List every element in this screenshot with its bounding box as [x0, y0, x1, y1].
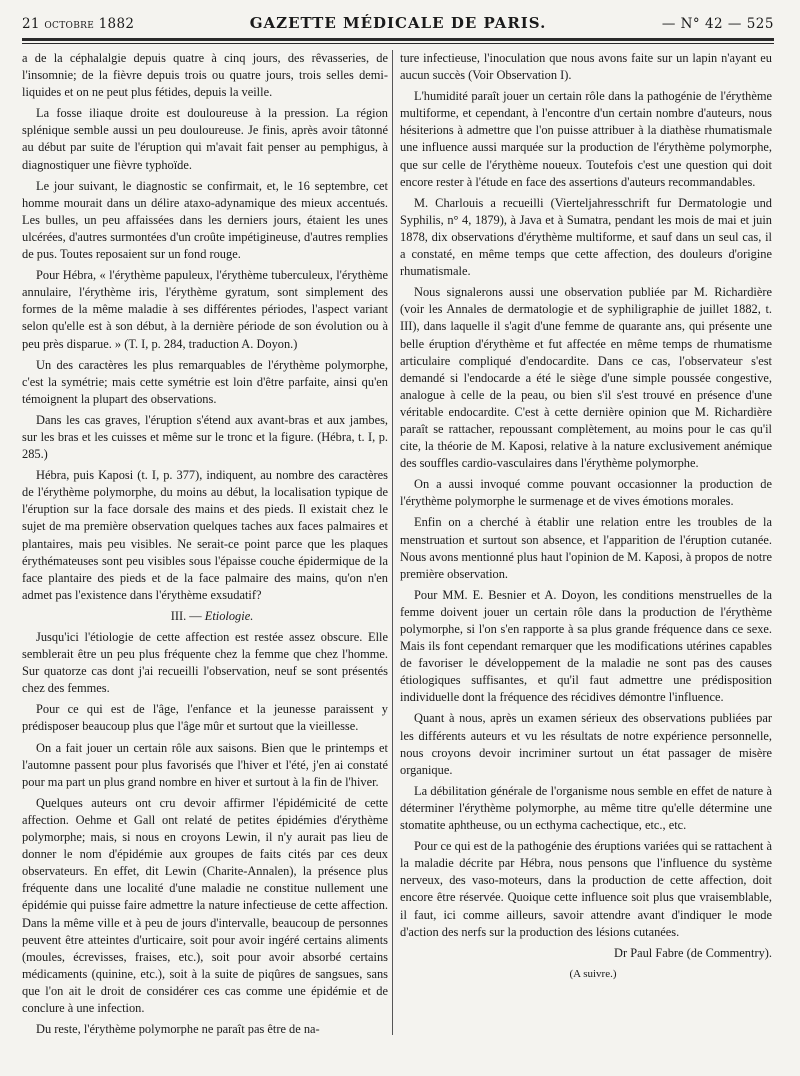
paragraph: L'humidité paraît jouer un certain rôle dans la pathogénie de l'érythème multiforme, et cependant, à l'encontre d'un certain nombre d'auteurs, nous hésiterions à admettre que l'on puisse attribuer à la diathèse rhumatismale une influence aussi marquée sur la production de l'érythème polymorphe, que sur celle de l'érythème noueux. Toutefois c'est une question qui doit encore rester à l'étude en face des assertions d'auteurs recommandables. — [400, 89, 772, 189]
page-number: — N° 42 — 525 — [661, 16, 774, 32]
paragraph: Du reste, l'érythème polymorphe ne paraît pas être de na- — [36, 1022, 320, 1037]
section-heading — [22, 608, 388, 625]
journal-title: GAZETTE MÉDICALE DE PARIS. — [249, 14, 547, 32]
paragraph: Jusqu'ici l'étiologie de cette affection est restée assez obscure. Elle semblerait être un peu plus fréquente chez la femme que chez l'homme. Sur quatorze cas dont j'ai recueilli l'observation, neuf se sont présentés chez des femmes. — [22, 630, 388, 696]
paragraph: On a aussi invoqué comme pouvant occasionner la production de l'érythème polymorphe le surmenage et de vives émotions morales. — [400, 477, 772, 509]
paragraph: Un des caractères les plus remarquables de l'érythème polymorphe, c'est la symétrie; mais cette symétrie est loin d'être parfaite, ainsi qu'en témoignent la plupart des observations. — [22, 357, 388, 406]
section-number: III. — — [170, 608, 202, 623]
header-date: 21 octobre 1882 — [22, 16, 135, 32]
paragraph: ture infectieuse, l'inoculation que nous avons faite sur un lapin n'ayant eu aucun succès (Voir Observation I). — [400, 51, 772, 83]
author-signature: Dr Paul Fabre (de Commentry). — [614, 945, 772, 960]
paragraph: Pour ce qui est de la pathogénie des éruptions variées qui se rattachent à la maladie décrite par Hébra, nous pensons que l'influence du système nerveux, des vaso-moteurs, dans la production de cette affection, doit encore être réservée. Quoique cette influence soit plus que vraisemblable, il faut, ici comme ailleurs, savoir attendre avant d'indiquer le mode d'action des nerfs sur la production des lésions cutanées. — [400, 839, 772, 939]
paragraph: Hébra, puis Kaposi (t. I, p. 377), indiquent, au nombre des caractères de l'érythème polymorphe, du moins au début, la localisation typique de l'éruption sur la face dorsale des mains et des pieds. Il existait chez le sujet de ma première observation quelques taches aux faces palmaires et plantaires, mais peu visibles. Ne serait-ce point parce que les plaques érythémateuses sont peu visibles sous l'épaisse couche épidermique de la face plantaire des pieds et de la face palmaire des mains, qu'on n'en admet pas l'existence dans l'érythème exsudatif? — [22, 468, 388, 602]
paragraph: Pour ce qui est de l'âge, l'enfance et la jeunesse paraissent y prédisposer beaucoup plus que l'âge mûr et surtout que la vieillesse. — [22, 702, 388, 734]
page-header — [22, 14, 774, 36]
paragraph: a de la céphalalgie depuis quatre à cinq jours, des rêvasseries, de l'insomnie; de la fièvre depuis trois ou quatre jours, trois selles demi-liquides et on ne peut plus fétides, depuis la veille. — [22, 51, 388, 100]
paragraph: Quant à nous, après un examen sérieux des observations publiées par les différents auteurs et vu les résultats de notre expérience personnelle, nous croyons devoir incriminer surtout un état passager de misère organique. — [400, 711, 772, 777]
paragraph: Le jour suivant, le diagnostic se confirmait, et, le 16 septembre, cet homme mourait dans un délire ataxo-adynamique des mieux accentués. Les bulles, un peu affaissées dans les derniers jours, étaient les unes ulcérées, d'autres surmontées d'un croûte impétigineuse, d'autres remplies de pus. Toutes reposaient sur un fond rouge. — [22, 178, 388, 262]
paragraph: Pour Hébra, « l'érythème papuleux, l'érythème tuberculeux, l'érythème annulaire, l'érythème iris, l'érythème gyratum, sont simplement des formes de la même maladie à ses différentes périodes, l'aspect variant selon qu'elle est à son début, à la dernière période de son évolution ou à peu près disparue. » (T. I, p. 284, traduction A. Doyon.) — [22, 268, 388, 351]
header-rule-thick — [22, 38, 774, 41]
header-rule-thin — [22, 43, 774, 44]
left-column — [22, 50, 388, 1042]
paragraph: Dans les cas graves, l'éruption s'étend aux avant-bras et aux jambes, sur les bras et les cuisses et même sur le tronc et la figure. (Hébra, t. I, p. 285.) — [22, 412, 388, 462]
paragraph: La débilitation générale de l'organisme nous semble en effet de nature à déterminer l'érythème polymorphe, au même titre qu'elle détermine une stomatite aphtheuse, ou un ecthyma cachectique, etc., etc. — [400, 783, 772, 833]
paragraph: M. Charlouis a recueilli (Vierteljahresschrift fur Dermatologie und Syphilis, n° 4, 1879), à Java et à Sumatra, pendant les mois de mai et juin 1878, dix observations d'érythème multiforme, et sauf dans un seul cas, il a constaté, en même temps que cette affection, des douleurs d'origine rhumatismale. — [400, 195, 772, 279]
paragraph: La fosse iliaque droite est douloureuse à la pression. La région splénique semble aussi un peu douloureuse. Je finis, après avoir tâtonné au début par suite de l'éruption qui m'avait fait penser au pemphigus, à diagnostiquer une fièvre typhoïde. — [22, 106, 388, 172]
to-be-continued: (A suivre.) — [569, 967, 617, 980]
paragraph: Quelques auteurs ont cru devoir affirmer l'épidémicité de cette affection. Oehme et Gall ont relaté de petites épidémies d'érythème polymorphe; mais, si nous en croyons Lewin, il n'y aurait pas lieu de donner le nom d'épidémie aux groupes de faits cités par ces deux observateurs. En effet, dit Lewin (Charite-Annalen), la présence plus fréquente dans une localité d'une maladie ne constitue nullement une épidémie qui puisse faire admettre la nature infectieuse de cette affection. Dans la même ville et à peu de jours d'intervalle, beaucoup de personnes peuvent être atteintes d'urticaire, soit pour avoir ingéré certains aliments (moules, écrevisses, fraises, etc.), soit pour avoir absorbé certains médicaments (quinine, etc.), soit à la suite de piqûres de sangsues, sans que l'on ait le droit de considérer ces cas comme une épidémie et de conclure à une infection. — [22, 795, 388, 1015]
right-column — [400, 50, 772, 987]
paragraph: Pour MM. E. Besnier et A. Doyon, les conditions menstruelles de la femme doivent jouer un certain rôle dans la production de l'érythème polymorphe, si l'on s'en rapporte à sa plus grande fréquence dans ce sexe. Mais ils font cependant remarquer que les modifications utérines capables de favoriser le développement de la maladie ne sont pas des causes étiologiques suffisantes, et qu'il faut admettre une prédisposition individuelle dont la fréquence des récidives démontre l'influence. — [400, 587, 772, 705]
section-title: Etiologie. — [204, 608, 254, 623]
paragraph: Nous signalerons aussi une observation publiée par M. Richardière (voir les Annales de dermatologie et de syphiligraphie de juillet 1882, t. III), dans laquelle il s'agit d'une femme de quarante ans, qui présente une belle éruption d'érythème et fut affectée en même temps de rhumatisme articulaire compliqué d'endocardite. Dans ce cas, l'observateur s'est demandé si l'endocarde a été le siège d'une simple poussée congestive, analogue à celle de la peau, ou bien s'il s'est trouvé en présence d'une véritable endocardite. C'est à cette dernière opinion que M. Richardière paraît se rattacher, repoussant complètement, au moins pour le cas qu'il cite, la théorie de M. Kaposi, relative à la nature exclusivement anémique des souffles cardio-vasculaires dans l'érythème polymorphe. — [400, 285, 772, 471]
paragraph: Enfin on a cherché à établir une relation entre les troubles de la menstruation et surtout son absence, et l'apparition de l'éruption cutanée. Nous avons mentionné plus haut l'opinion de M. Kaposi, à propos de notre première observation. — [400, 515, 772, 581]
column-separator — [392, 50, 393, 1035]
paragraph: On a fait jouer un certain rôle aux saisons. Bien que le printemps et l'automne passent pour plus favorisés que l'hiver et l'été, j'en ai constaté pour ma part un plus grand nombre en hiver et surtout à la fin de l'hiver. — [22, 740, 388, 789]
